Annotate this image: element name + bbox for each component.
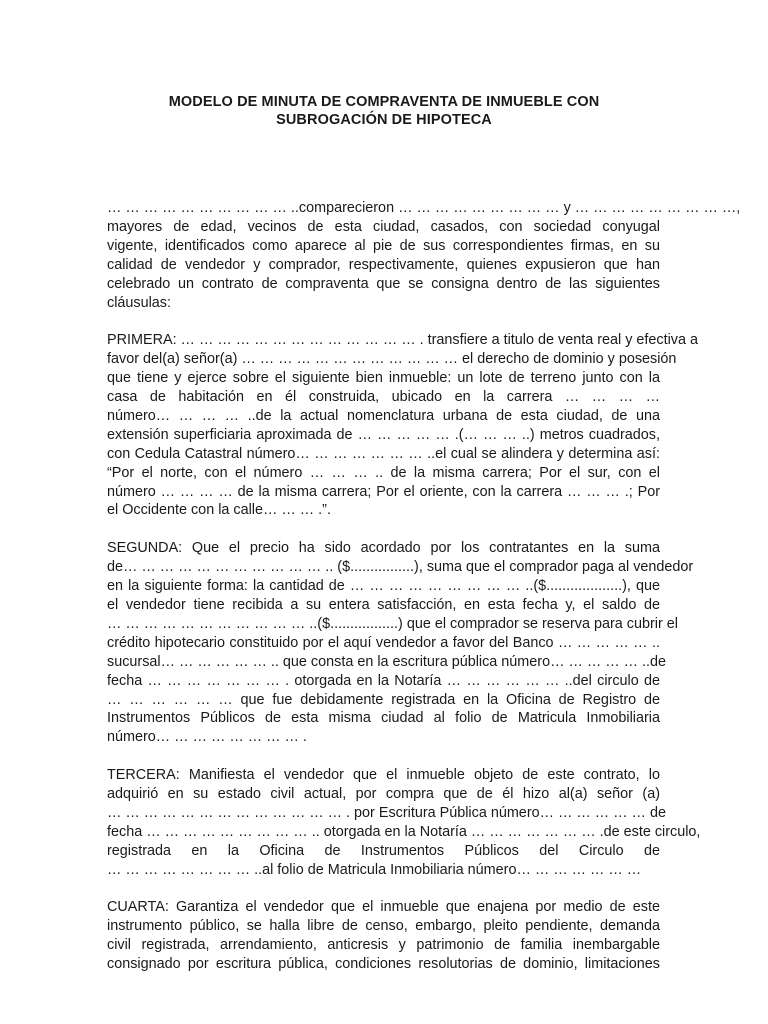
text-line: mayores de edad, vecinos de esta ciudad, casados, con sociedad conyugal [107,218,660,235]
text-line: … … … … … … … … … … ..comparecieron … … … … … … … … … y … … … … … … … … …, [107,200,741,216]
text-line: CUARTA: Garantiza el vendedor que el inmueble que enajena por medio de este [107,899,660,916]
text-line: “Por el norte, con el número … … … .. de la misma carrera; Por el sur, con el [107,464,660,481]
text-line: fecha … … … … … … … … … .. otorgada en la Notaría … … … … … … … .de este circulo, [107,823,701,840]
text-line: sucursal… … … … … … .. que consta en la escritura pública número… … … … … ..de [107,653,667,670]
document-title [100,93,668,129]
text-line: PRIMERA: … … … … … … … … … … … … … . transfiere a titulo de venta real y efectiva a [107,332,698,349]
text-line: que tiene y ejerce sobre el siguiente bien inmueble: un lote de terreno junto con la [107,370,660,387]
clause-segunda [107,539,694,747]
text-line: registrada en la Oficina de Instrumentos Públicos del Circulo de [107,842,660,859]
text-line: número … … … … de la misma carrera; Por el oriente, con la carrera … … … .; Por [107,483,660,500]
text-line: extensión superficiaria aproximada de … … … … … .(… … … ..) metros cuadrados, [107,426,660,443]
text-line: calidad de vendedor y comprador, respectivamente, quienes expusieron que han [107,256,660,273]
text-line: fecha … … … … … … … . otorgada en la Notaría … … … … … … ..del circulo de [107,672,660,689]
text-line: en la siguiente forma: la cantidad de … … … … … … … … … ..($...................), que [107,578,660,595]
text-line: instrumento público, se halla libre de censo, embargo, pleito pendiente, demanda [107,918,660,935]
text-line: … … … … … … … … … … … … … . por Escritura Pública número… … … … … … de [107,804,666,821]
text-line: SEGUNDA: Que el precio ha sido acordado por los contratantes en la suma [107,540,660,557]
text-line: adquirió en su estado civil actual, por compra que de él hizo al(a) señor (a) [107,786,660,803]
intro-paragraph [107,199,741,312]
text-line: crédito hipotecario constituido por el aquí vendedor a favor del Banco … … … … … .. [107,634,660,651]
title-line: MODELO DE MINUTA DE COMPRAVENTA DE INMUEBLE CON [168,94,600,110]
text-line: número… … … … ..de la actual nomenclatura urbana de esta ciudad, de una [107,407,660,424]
text-line: casa de habitación en él construida, ubicado en la carrera … … … … [107,389,660,406]
text-line: … … … … … … que fue debidamente registrada en la Oficina de Registro de [107,691,660,708]
text-line: favor del(a) señor(a) … … … … … … … … … … … … el derecho de dominio y posesión [107,351,677,368]
text-line: TERCERA: Manifiesta el vendedor que el inmueble objeto de este contrato, lo [107,767,660,784]
text-line: número… … … … … … … … . [107,729,307,746]
text-line: Instrumentos Públicos de esta misma ciudad al folio de Matricula Inmobiliaria [107,710,660,727]
text-line: de… … … … … … … … … … … .. ($................), suma que el comprador paga al vendedor [107,559,694,576]
clause-tercera [107,766,701,879]
document-body [107,199,741,993]
text-line: consignado por escritura pública, condiciones resolutorias de dominio, limitaciones [107,956,660,973]
title-line: SUBROGACIÓN DE HIPOTECA [276,112,492,128]
clause-cuarta [107,898,660,974]
clause-primera [107,331,698,520]
text-line: celebrado un contrato de compraventa que se consigna dentro de las siguientes [107,275,660,292]
text-line: con Cedula Catastral número… … … … … … … ..el cual se alindera y determina así: [107,445,660,462]
text-line: … … … … … … … … … … … ..($.................) que el comprador se reserva para cubrir el [107,615,678,632]
text-line: el vendedor tiene recibida a su entera satisfacción, en esta fecha y, el saldo de [107,597,660,613]
text-line: … … … … … … … … ..al folio de Matricula Inmobiliaria número… … … … … … … [107,861,642,878]
text-line: vigente, identificados como aparece al pie de sus correspondientes firmas, en su [107,237,660,254]
text-line: cláusulas: [107,294,171,311]
text-line: el Occidente con la calle… … … .”. [107,502,331,519]
text-line: civil registrada, arrendamiento, anticresis y patrimonio de familia inembargable [107,937,660,954]
